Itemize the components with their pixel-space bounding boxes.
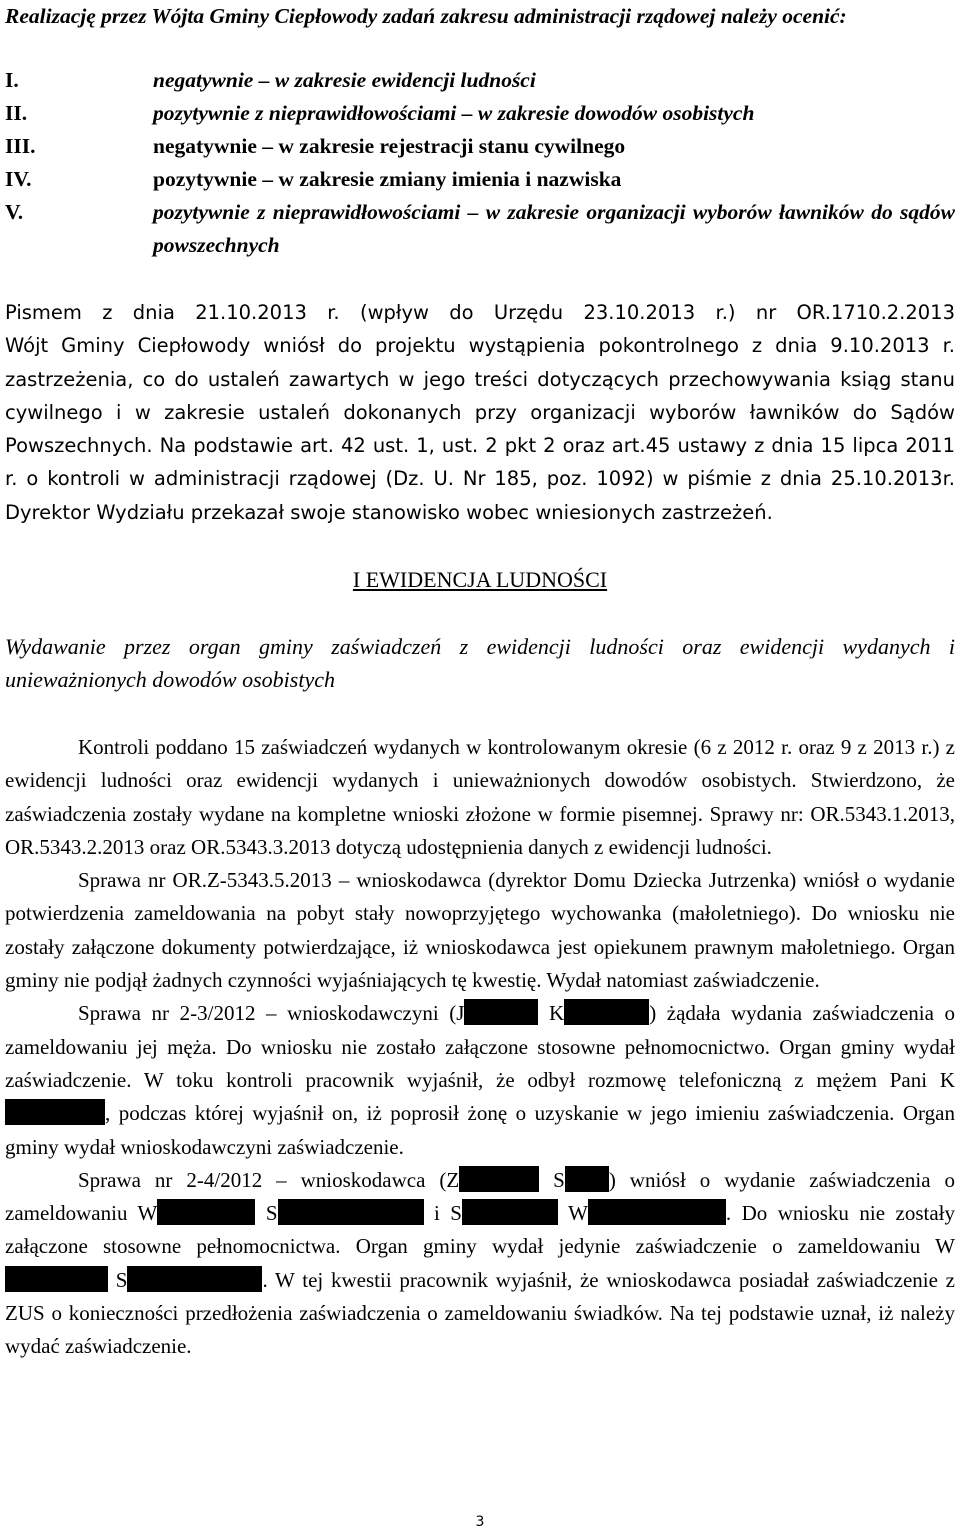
paragraph-case-3	[5, 1164, 955, 1364]
objection-text: Wójt Gminy Ciepłowody wniósł do projektu wystąpienia pokontrolnego z dnia 9.10.2013 r. zastrzeżenia, co do ustaleń zawartych w jego treści dotyczących przechowywania ksiąg stanu cywilnego i w zakresie ustaleń dokonanych przy organizacji wyborów ławników do Sądów Powszechnych. Na podstawie art. 42 ust. 1, ust. 2 pkt 2 oraz art.45 ustawy z dnia 15 lipca 2011 r. o kontroli w administracji rządowej (Dz. U. Nr 185, poz. 1092) w piśmie z dnia 25.10.2013r. Dyrektor Wydziału przekazał swoje stanowisko wobec wniesionych zastrzeżeń.	[5, 334, 955, 524]
redaction-box	[157, 1199, 255, 1225]
redaction-box	[588, 1199, 726, 1225]
redaction-box	[462, 1199, 558, 1225]
text-segment: . W tej kwestii pracownik wyjaśnił, że wnioskodawca posiadał zaświadczenie z ZUS o konieczności przedłożenia zaświadczenia o zameldowaniu świadków. Na tej podstawie uznał, iż należy wydać zaświadczenie.	[5, 1267, 955, 1359]
paragraph-case-2	[5, 997, 955, 1163]
item-text: pozytywnie z nieprawidłowościami – w zakresie organizacji wyborów ławników do sądów powszechnych	[153, 200, 955, 257]
item-text: negatywnie – w zakresie rejestracji stanu cywilnego	[153, 134, 626, 158]
text-segment: Sprawa nr 2-4/2012 – wnioskodawca (Z	[78, 1167, 460, 1192]
paragraph-case-1: Sprawa nr OR.Z-5343.5.2013 – wnioskodawca (dyrektor Domu Dziecka Jutrzenka) wniósł o wydanie potwierdzenia zameldowania na pobyt stały nowoprzyjętego wychowanka (małoletniego). Do wniosku nie zostały załączone dokumenty potwierdzające, iż wnioskodawca jest opiekunem prawnym małoletniego. Organ gminy nie podjął żadnych czynności wyjaśniających tę kwestię. Wydał natomiast zaświadczenie.	[5, 868, 955, 993]
text-segment: ) wniósł o wydanie zaświadczenia o zameldowaniu W	[5, 1167, 955, 1226]
item-number: IV.	[5, 167, 32, 191]
assessment-item	[5, 97, 955, 130]
item-text: pozytywnie – w zakresie zmiany imienia i nazwiska	[153, 167, 622, 191]
assessment-intro: Realizację przez Wójta Gminy Ciepłowody zadań zakresu administracji rządowej należy ocenić:	[5, 4, 847, 28]
item-number: V.	[5, 200, 24, 224]
text-segment: W	[557, 1201, 588, 1226]
page-number: 3	[475, 1514, 485, 1530]
text-segment: i S	[423, 1201, 462, 1226]
redaction-box	[464, 999, 538, 1025]
body-text	[5, 731, 955, 1364]
redaction-box	[5, 1266, 108, 1292]
item-text: negatywnie – w zakresie ewidencji ludności	[153, 68, 536, 92]
text-segment: S	[255, 1201, 278, 1226]
letter-reference: Pismem z dnia 21.10.2013 r. (wpływ do Urzędu 23.10.2013 r.) nr OR.1710.2.2013	[5, 301, 955, 324]
text-segment: . Do wniosku nie zostały załączone stosowne pełnomocnictwa. Organ gminy wydał jedynie zaświadczenie o zameldowaniu W	[5, 1201, 956, 1259]
assessment-item	[5, 163, 955, 196]
objection-paragraph	[5, 296, 955, 529]
assessment-item	[5, 130, 955, 163]
redaction-box	[127, 1266, 262, 1292]
section-heading	[0, 563, 960, 596]
text-segment: Sprawa nr 2-3/2012 – wnioskodawczyni (J	[78, 1001, 465, 1026]
text-segment: ) żądała wydania zaświadczenia o zameldowaniu jej męża. Do wniosku nie zostało załączone stosowne pełnomocnictwo. Organ gminy wydał zaświadczenie. W toku kontroli pracownik wyjaśnił, że odbył rozmowę telefoniczną z mężem Pani K	[5, 1001, 955, 1092]
paragraph-control: Kontroli poddano 15 zaświadczeń wydanych w kontrolowanym okresie (6 z 2012 r. oraz 9 z 2013 r.) z ewidencji ludności oraz ewidencji wydanych i unieważnionych dowodów osobistych. Stwierdzono, że zaświadczenia zostały wydane na kompletne wnioski złożone w formie pisemnej. Sprawy nr: OR.5343.1.2013, OR.5343.2.2013 oraz OR.5343.3.2013 dotyczą udostępnienia danych z ewidencji ludności.	[5, 735, 955, 859]
section-heading-text: I EWIDENCJA LUDNOŚCI	[352, 567, 608, 592]
text-segment: K	[538, 1001, 565, 1026]
assessment-list	[5, 64, 955, 262]
item-number: II.	[5, 101, 28, 125]
redaction-box	[278, 1199, 424, 1225]
assessment-item	[5, 64, 955, 97]
item-number: I.	[5, 68, 19, 92]
redaction-box	[5, 1099, 105, 1125]
redaction-box	[459, 1166, 539, 1192]
item-number: III.	[5, 134, 36, 158]
text-segment: S	[108, 1267, 128, 1292]
redaction-box	[564, 999, 649, 1025]
item-text: pozytywnie z nieprawidłowościami – w zakresie dowodów osobistych	[153, 101, 755, 125]
text-segment: , podczas której wyjaśnił on, iż poprosił żonę o uzyskanie w jego imieniu zaświadczenia. Organ gminy wydał wnioskodawczyni zaświadczenie.	[5, 1101, 955, 1159]
subheading: Wydawanie przez organ gminy zaświadczeń z ewidencji ludności oraz ewidencji wydanych i unieważnionych dowodów osobistych	[5, 634, 955, 692]
redaction-box	[565, 1166, 609, 1192]
text-segment: S	[539, 1167, 565, 1192]
assessment-item	[5, 196, 955, 262]
